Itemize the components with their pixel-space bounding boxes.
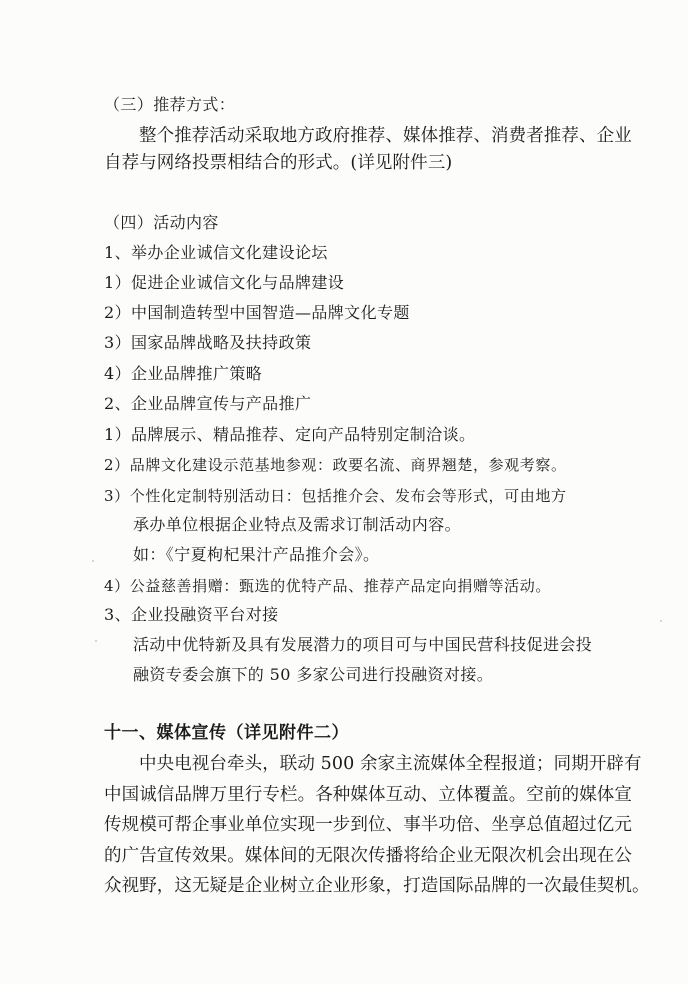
activity-item: 3）国家品牌战略及扶持政策 — [104, 333, 312, 352]
section-three-heading: （三）推荐方式： — [104, 95, 236, 114]
activity-item: 4）公益慈善捐赠：甄选的优特产品、推荐产品定向捐赠等活动。 — [104, 577, 551, 595]
activity-item: 如：《宁夏枸杞果汁产品推介会》。 — [133, 545, 380, 564]
section-eleven-body-line-1: 中央电视台牵头，联动 500 余家主流媒体全程报道；同期开辟有 — [139, 754, 642, 774]
activity-item: 1）促进企业诚信文化与品牌建设 — [104, 273, 345, 292]
activity-item: 1、举办企业诚信文化建设论坛 — [104, 243, 328, 262]
activity-item: 3）个性化定制特别活动日：包括推介会、发布会等形式，可由地方 — [104, 487, 567, 505]
activity-item: 活动中优特新及具有发展潜力的项目可与中国民营科技促进会投 — [133, 635, 593, 654]
activity-item: 承办单位根据企业特点及需求订制活动内容。 — [133, 515, 462, 534]
section-eleven-body-line-3: 传规模可帮企事业单位实现一步到位、事半功倍、坐享总值超过亿元 — [104, 815, 632, 835]
activity-item: 2、企业品牌宣传与产品推广 — [104, 394, 312, 413]
activity-item: 2）品牌文化建设示范基地参观：政要名流、商界翘楚，参观考察。 — [104, 456, 567, 474]
activity-item: 3、企业投融资平台对接 — [104, 605, 279, 624]
section-eleven-body-line-4: 的广告宣传效果。媒体间的无限次传播将给企业无限次机会出现在公 — [104, 846, 632, 866]
activity-item: 融资专委会旗下的 50 多家公司进行投融资对接。 — [133, 665, 494, 684]
activity-item: 1）品牌展示、精品推荐、定向产品特别定制洽谈。 — [104, 425, 476, 444]
scan-speck — [95, 640, 97, 642]
section-four-heading: （四）活动内容 — [104, 213, 219, 232]
section-three-body-line-2: 自荐与网络投票相结合的形式。(详见附件三) — [104, 153, 453, 173]
section-eleven-body-line-5: 众视野，这无疑是企业树立企业形象，打造国际品牌的一次最佳契机。 — [104, 876, 650, 896]
scan-speck — [92, 560, 94, 562]
activity-item: 4）企业品牌推广策略 — [104, 364, 263, 383]
scan-speck — [660, 620, 662, 622]
section-eleven-heading: 十一、媒体宣传（详见附件二） — [104, 723, 349, 743]
section-three-body-line-1: 整个推荐活动采取地方政府推荐、媒体推荐、消费者推荐、企业 — [139, 126, 632, 146]
section-eleven-body-line-2: 中国诚信品牌万里行专栏。各种媒体互动、立体覆盖。空前的媒体宣 — [104, 785, 632, 805]
activity-item: 2）中国制造转型中国智造—品牌文化专题 — [104, 303, 410, 322]
